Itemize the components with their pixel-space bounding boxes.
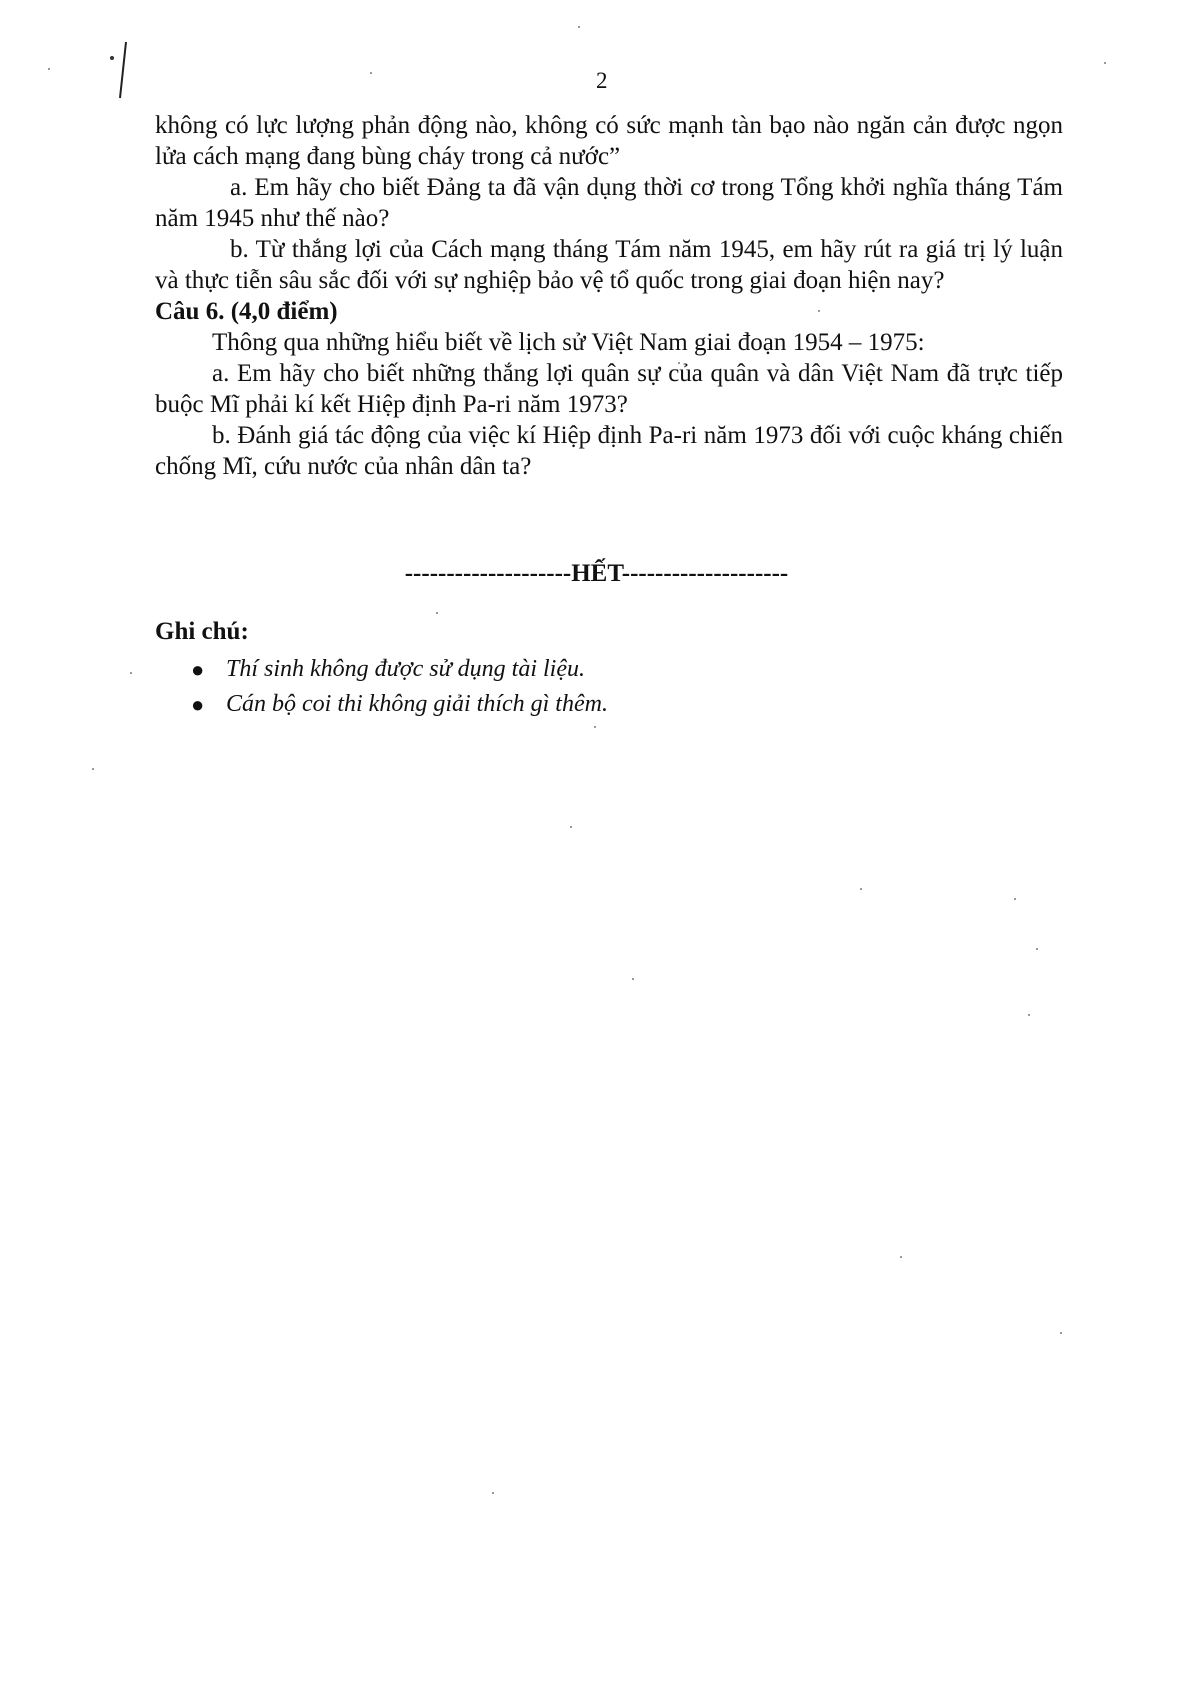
- question-6-title: Câu 6. (4,0 điểm): [155, 298, 338, 325]
- quote-continuation: không có lực lượng phản động nào, không có sức mạnh tàn bạo nào ngăn cản được ngọn lửa cách mạng đang bùng cháy trong cả nước”: [155, 112, 1063, 170]
- scan-speck: [1028, 1014, 1030, 1016]
- scan-speck: [578, 26, 580, 28]
- scan-speck: [436, 612, 438, 614]
- note-item: [155, 687, 608, 722]
- scan-speck: [632, 978, 634, 980]
- question-6a: a. Em hãy cho biết những thắng lợi quân sự của quân và dân Việt Nam đã trực tiếp buộc Mĩ phải kí kết Hiệp định Pa-ri năm 1973?: [155, 360, 1063, 418]
- scan-speck: [860, 888, 862, 890]
- scan-speck: [92, 768, 94, 770]
- bullet-icon: ●: [191, 692, 205, 717]
- scan-speck: [900, 1256, 902, 1258]
- scan-speck: [1014, 898, 1016, 900]
- end-marker: --------------------HẾT--------------------: [404, 560, 789, 587]
- scan-speck: [130, 672, 132, 674]
- notes-title: Ghi chú:: [155, 618, 249, 645]
- pen-mark-icon: [108, 40, 138, 100]
- scan-speck: [370, 72, 372, 74]
- question-6-intro: Thông qua những hiểu biết về lịch sử Việt Nam giai đoạn 1954 – 1975:: [212, 329, 925, 356]
- scan-speck: [1104, 62, 1106, 64]
- page-number: 2: [596, 68, 608, 93]
- question-6b: b. Đánh giá tác động của việc kí Hiệp định Pa-ri năm 1973 đối với cuộc kháng chiến chống Mĩ, cứu nước của nhân dân ta?: [155, 422, 1063, 480]
- scan-speck: [1060, 1332, 1062, 1334]
- question-5a: a. Em hãy cho biết Đảng ta đã vận dụng thời cơ trong Tổng khởi nghĩa tháng Tám năm 1945 như thế nào?: [155, 174, 1063, 232]
- question-5b: b. Từ thắng lợi của Cách mạng tháng Tám năm 1945, em hãy rút ra giá trị lý luận và thực tiễn sâu sắc đối với sự nghiệp bảo vệ tổ quốc trong giai đoạn hiện nay?: [155, 236, 1063, 294]
- notes-list: [155, 652, 608, 722]
- scan-speck: [1036, 948, 1038, 950]
- scan-speck: [492, 1492, 494, 1494]
- scan-speck: [594, 726, 596, 728]
- scan-speck: [48, 68, 50, 70]
- note-text: Thí sinh không được sử dụng tài liệu.: [226, 656, 585, 682]
- note-item: [155, 652, 608, 687]
- bullet-icon: ●: [191, 657, 205, 682]
- note-text: Cán bộ coi thi không giải thích gì thêm.: [226, 691, 608, 717]
- scan-speck: [570, 826, 572, 828]
- exam-content: [155, 110, 1063, 482]
